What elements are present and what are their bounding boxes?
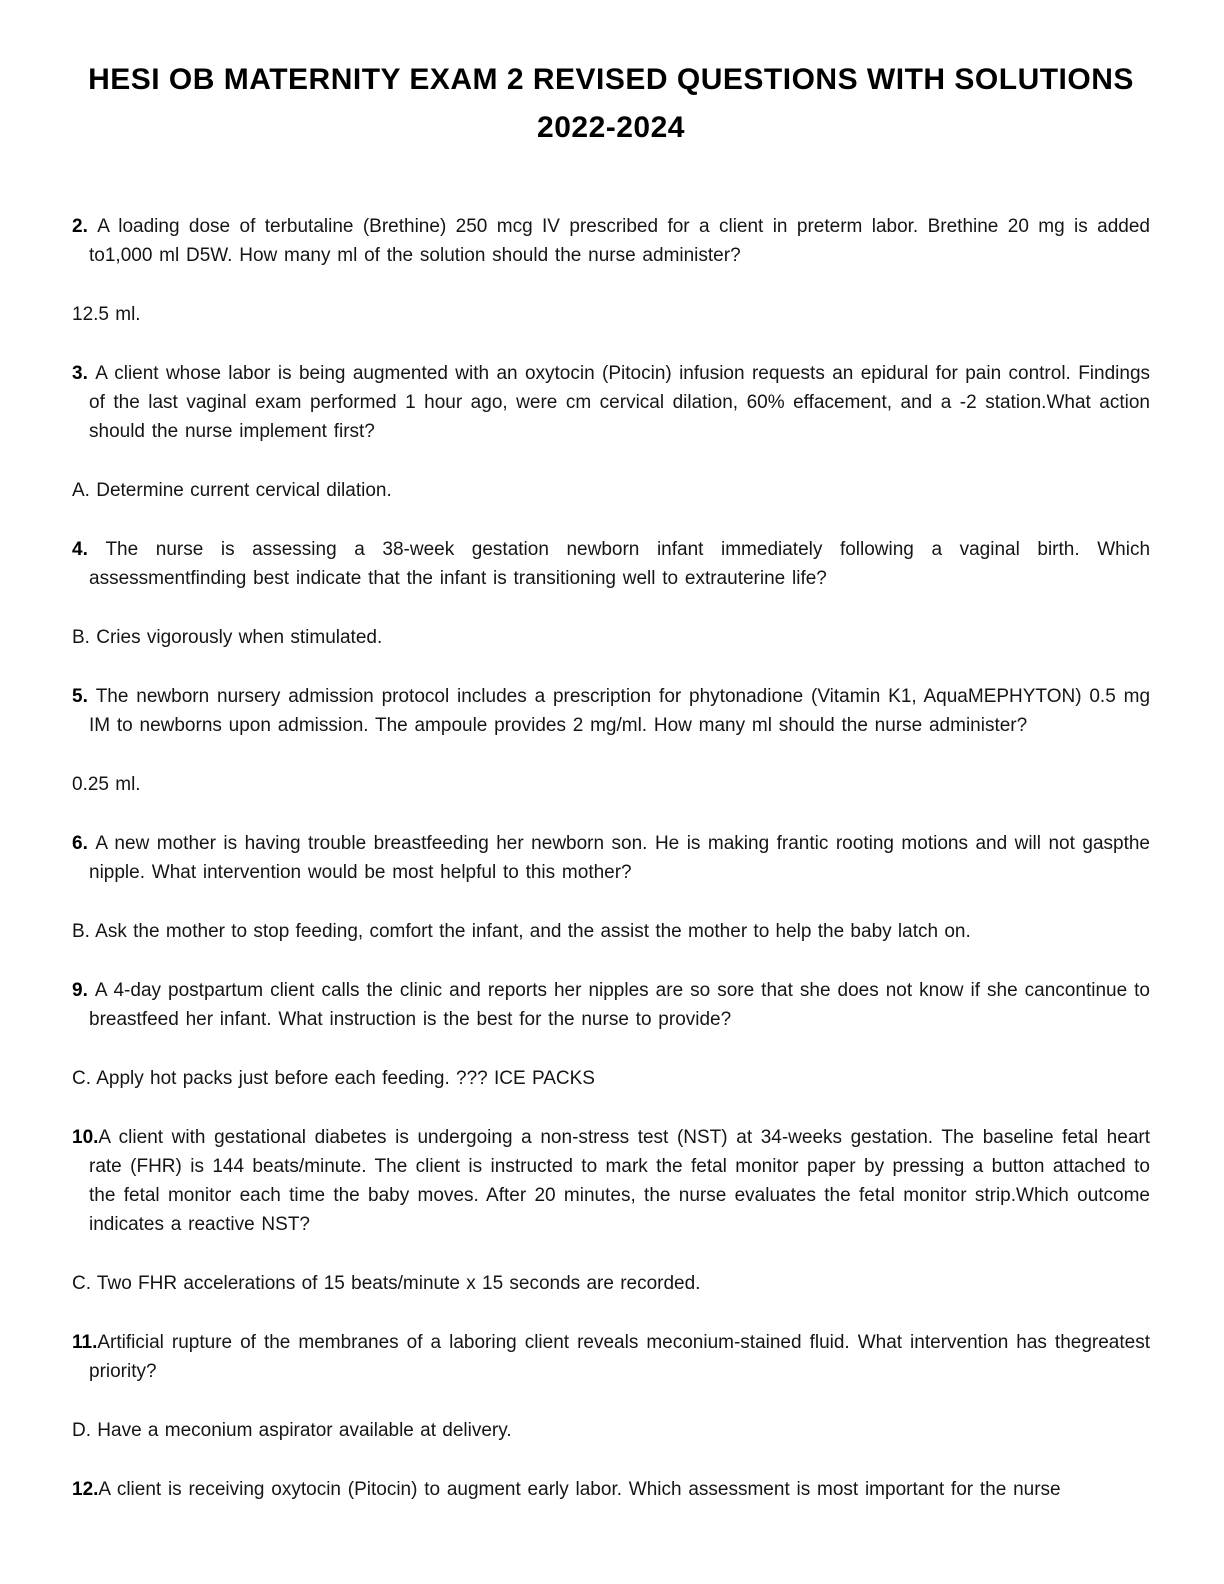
question-2 — [72, 212, 1150, 329]
question-paragraph — [72, 535, 1150, 593]
question-paragraph — [72, 976, 1150, 1034]
question-text: A 4-day postpartum client calls the clinic and reports her nipples are so sore that she does not know if she cancontinue to breastfeed her infant. What instruction is the best for the nurse to provide? — [89, 980, 1151, 1030]
question-text: Artificial rupture of the membranes of a laboring client reveals meconium-stained fluid. What intervention has thegreatest priority? — [89, 1332, 1150, 1382]
question-number: 4. — [72, 539, 106, 560]
question-text: The newborn nursery admission protocol includes a prescription for phytonadione (Vitamin K1, AquaMEPHYTON) 0.5 mg IM to newborns upon admission. The ampoule provides 2 mg/ml. How many ml should the nurse administer? — [89, 686, 1151, 736]
question-6 — [72, 829, 1150, 946]
question-number: 10. — [72, 1127, 99, 1148]
question-text: The nurse is assessing a 38-week gestation newborn infant immediately following a vaginal birth. Which assessmentfinding best indicate that the infant is transitioning well to extrauterine life? — [89, 539, 1151, 589]
question-number: 3. — [72, 363, 96, 384]
question-paragraph — [72, 212, 1150, 270]
question-4 — [72, 535, 1150, 652]
question-number: 9. — [72, 980, 95, 1001]
answer-text: C. Apply hot packs just before each feeding. ??? ICE PACKS — [72, 1068, 595, 1089]
question-9 — [72, 976, 1150, 1093]
document-title-line1: HESI OB MATERNITY EXAM 2 REVISED QUESTIONS WITH SOLUTIONS — [88, 63, 1134, 96]
question-number: 5. — [72, 686, 96, 707]
answer-text: B. Ask the mother to stop feeding, comfort the infant, and the assist the mother to help the baby latch on. — [72, 921, 971, 942]
question-number: 6. — [72, 833, 96, 854]
document-subtitle: 2022-2024 — [537, 111, 685, 144]
question-text: A loading dose of terbutaline (Brethine) 250 mcg IV prescribed for a client in preterm labor. Brethine 20 mg is added to1,000 ml D5W. How many ml of the solution should the nurse administer? — [89, 216, 1150, 266]
answer-text: 12.5 ml. — [72, 304, 141, 325]
question-paragraph — [72, 682, 1150, 740]
answer-text: 0.25 ml. — [72, 774, 141, 795]
answer-text: B. Cries vigorously when stimulated. — [72, 627, 383, 648]
answer-text: C. Two FHR accelerations of 15 beats/minute x 15 seconds are recorded. — [72, 1273, 701, 1294]
question-number: 2. — [72, 216, 98, 237]
answer-text: D. Have a meconium aspirator available at delivery. — [72, 1420, 512, 1441]
question-text: A client whose labor is being augmented with an oxytocin (Pitocin) infusion requests an epidural for pain control. Findings of the last vaginal exam performed 1 hour ago, were cm cervical dilation, 60% effacement, and a -2 station.What action should the nurse implement first? — [89, 363, 1151, 442]
question-paragraph — [72, 359, 1150, 446]
question-5 — [72, 682, 1150, 799]
question-paragraph — [72, 1328, 1150, 1386]
question-number: 11. — [72, 1332, 98, 1353]
question-3 — [72, 359, 1150, 505]
question-text: A new mother is having trouble breastfeeding her newborn son. He is making frantic rooting motions and will not gaspthe nipple. What intervention would be most helpful to this mother? — [89, 833, 1150, 883]
question-paragraph — [72, 1475, 1150, 1504]
question-11 — [72, 1328, 1150, 1445]
document-title — [72, 56, 1150, 152]
question-12 — [72, 1475, 1150, 1504]
question-paragraph — [72, 829, 1150, 887]
question-number: 12. — [72, 1479, 99, 1500]
question-text: A client with gestational diabetes is undergoing a non-stress test (NST) at 34-weeks gestation. The baseline fetal heart rate (FHR) is 144 beats/minute. The client is instructed to mark the fetal monitor paper by pressing a button attached to the fetal monitor each time the baby moves. After 20 minutes, the nurse evaluates the fetal monitor strip.Which outcome indicates a reactive NST? — [89, 1127, 1150, 1235]
question-10 — [72, 1123, 1150, 1298]
question-text: A client is receiving oxytocin (Pitocin) to augment early labor. Which assessment is most important for the nurse — [98, 1479, 1061, 1500]
question-paragraph — [72, 1123, 1150, 1239]
answer-text: A. Determine current cervical dilation. — [72, 480, 392, 501]
